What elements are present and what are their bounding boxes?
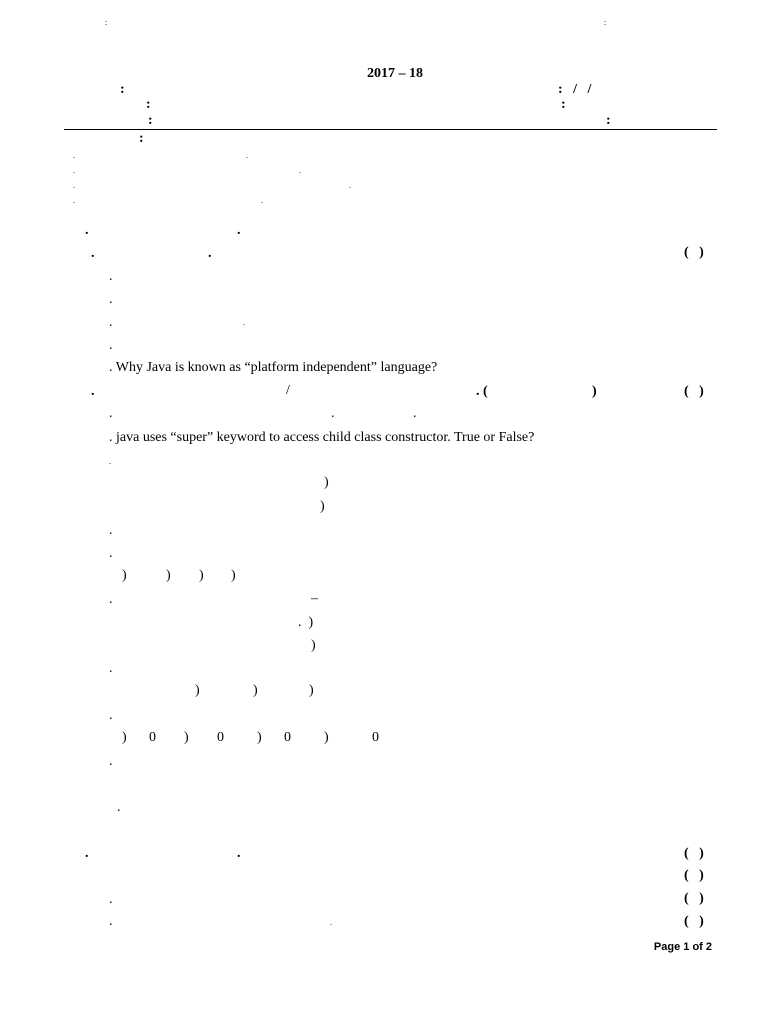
option-paren: ) [309,683,314,698]
question-dot: . [331,406,335,421]
option-zero: 0 [284,730,291,745]
instruction-dot: . [73,151,75,160]
section-a-subheading-dot: . [208,246,212,261]
section-c-dot: . [237,846,241,861]
section-b-dot: . [91,384,95,399]
option-paren: ) [166,568,171,583]
header-date: : / / [558,82,592,97]
question-dot: . [330,918,332,927]
question-marks: ( ) [684,868,704,883]
question-platform-independent: . Why Java is known as “platform independent” language? [109,360,438,375]
option-dot-paren: . ) [298,615,314,630]
page-number: Page 1 of 2 [653,941,712,953]
option-paren: ) [122,730,127,745]
option-paren: ) [257,730,262,745]
section-a-heading-dot: . [237,223,241,238]
academic-year: 2017 – 18 [367,66,423,81]
instructions-heading: : [139,131,144,146]
section-c-dot: . [85,846,89,861]
question-dot: . [109,892,113,907]
section-a-marks: ( ) [684,245,704,260]
section-c-marks: ( ) [684,846,704,861]
question-marks: ( ) [684,914,704,929]
option-zero: 0 [149,730,156,745]
instruction-dot: . [349,181,351,190]
question-dot: . [109,546,113,561]
question-dot: . [109,592,113,607]
question-dot: . [109,754,113,769]
header-row2-right: : [561,97,566,112]
option-paren: ) [199,568,204,583]
instruction-dot: . [73,166,75,175]
instruction-dot: . [261,196,263,205]
header-rule [64,129,717,130]
instruction-dot: . [73,196,75,205]
instruction-dot: . [246,151,248,160]
question-dot: . [109,406,113,421]
question-dot: . [109,523,113,538]
option-paren: ) [253,683,258,698]
option-zero: 0 [372,730,379,745]
question-super-keyword: . java uses “super” keyword to access child class constructor. True or False? [109,430,535,445]
header-row1-left: : [120,82,125,97]
instruction-dot: . [73,181,75,190]
option-paren: ) [324,475,329,490]
section-b-paren-open: . ( [476,384,488,399]
question-dash: – [311,591,318,606]
question-dot: . [109,914,113,929]
question-dot: . [109,457,111,466]
question-dot: . [109,315,113,330]
question-dot: . [117,800,121,815]
question-dot: . [109,292,113,307]
question-dot: . [243,318,245,327]
header-row3-right: : [606,113,611,128]
question-dot: . [109,338,113,353]
option-zero: 0 [217,730,224,745]
section-b-paren-close: ) [592,384,597,399]
option-paren: ) [195,683,200,698]
question-dot: . [413,406,417,421]
option-paren: ) [231,568,236,583]
header-colon-left: : [105,18,108,27]
question-marks: ( ) [684,891,704,906]
option-paren: ) [311,638,316,653]
header-row3-left: : [148,113,153,128]
header-colon-right: : [604,18,607,27]
section-a-subheading-dot: . [91,246,95,261]
section-a-heading-dot: . [85,223,89,238]
option-paren: ) [324,730,329,745]
header-row2-left: : [146,97,151,112]
option-paren: ) [184,730,189,745]
question-dot: . [109,269,113,284]
option-paren: ) [122,568,127,583]
option-paren: ) [320,499,325,514]
instruction-dot: . [299,166,301,175]
section-b-marks: ( ) [684,384,704,399]
question-dot: . [109,708,113,723]
section-b-slash: / [286,383,290,398]
question-dot: . [109,661,113,676]
